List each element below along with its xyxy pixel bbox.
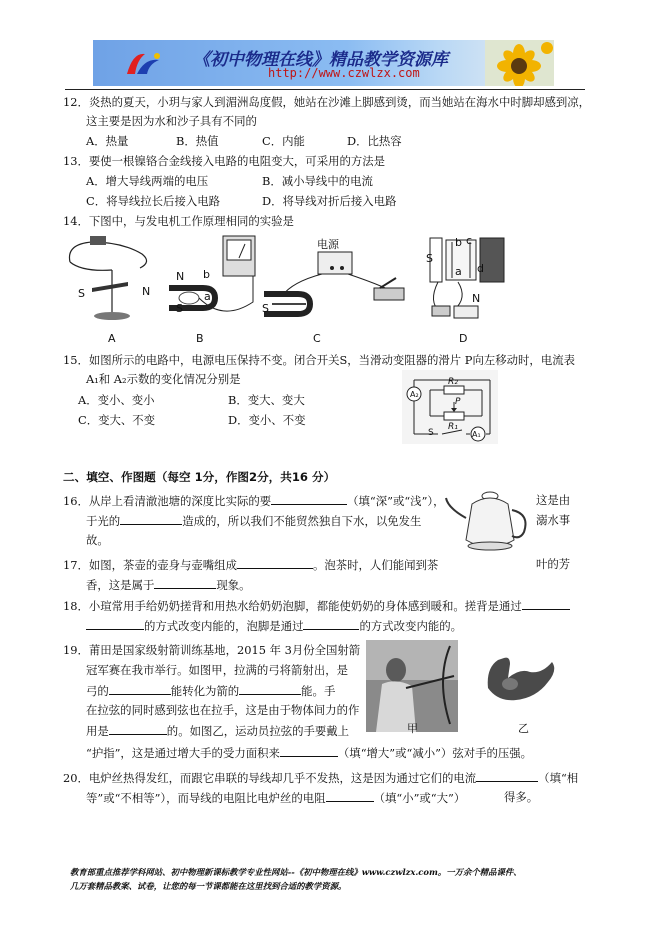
q14-fig-d-d-label: d <box>477 262 484 275</box>
q14-figure-a <box>62 232 162 328</box>
q14-fig-c-power-label: 电源 <box>317 238 339 251</box>
section-2-title: 二、填空、作图题（每空 1分，作图2分，共16 分） <box>63 470 336 484</box>
q19-blank-4[interactable] <box>280 745 338 757</box>
q12-stem-line1: 12．炎热的夏天，小玥与家人到湄洲岛度假，她站在沙滩上脚感到烫，而当她站在海水中时脚却感到凉， <box>63 95 591 109</box>
q19-line5-part2: 的。如图乙，运动员拉弦的手要戴上 <box>166 724 350 738</box>
q20-line1-part1: 20．电炉丝热得发红，而跟它串联的导线却几乎不发热，这是因为通过它们的电流 <box>63 771 477 785</box>
q18-blank-2[interactable] <box>303 618 359 630</box>
footer-line1: 教育部重点推荐学科网站、初中物理新课标教学专业性网站--《初中物理在线》www.czwlzx.com。一万余个精品课件、 <box>70 867 522 877</box>
q19-line6-part1: “护指”，这是通过增大手的受力面积来 <box>86 746 280 760</box>
q14-fig-a-n-label: N <box>142 285 151 298</box>
q19-line2: 冠军赛在我市举行。如图甲，拉满的弓将箭射出，是 <box>86 663 348 677</box>
q17-blank-2[interactable] <box>154 577 216 589</box>
q20-blank-2[interactable] <box>326 790 374 802</box>
q19-photo-yi-label: 乙 <box>518 722 529 735</box>
q19-line3-part3: 能。手 <box>301 684 336 698</box>
q19-line1: 19．莆田是国家级射箭训练基地，2015 年 3月份全国射箭 <box>63 643 361 657</box>
q18-line2-part2: 的方式改变内能的。 <box>359 619 463 633</box>
q20-line2-part1: 等”或“不相等”），而导线的电阻比电炉丝的电阻 <box>86 791 326 805</box>
q13-option-b: B．减小导线中的电流 <box>262 174 373 188</box>
q17-line2-part2: 现象。 <box>216 578 251 592</box>
q20-line2-part2: （填“小”或“大”） <box>373 791 466 805</box>
q16-blank-1[interactable] <box>271 493 347 505</box>
q16-line2-part3: 溺水事 <box>536 513 571 527</box>
q17-line2-part1: 香，这是属于 <box>86 578 155 592</box>
q13-option-c: C．将导线拉长后接入电路 <box>86 194 221 208</box>
q14-fig-d-a-label: a <box>455 265 462 278</box>
q16-line3: 故。 <box>86 533 109 547</box>
q19-line3-part2: 能转化为箭的 <box>170 684 240 698</box>
q17-blank-1[interactable] <box>237 557 313 569</box>
q16-line2-part2: 造成的，所以我们不能贸然独自下水，以免发生 <box>182 514 422 528</box>
site-logo <box>123 48 163 78</box>
q19-blank-1[interactable] <box>109 683 171 695</box>
q15-resistor-r1-label: R₁ <box>448 422 458 432</box>
q12-option-d: D．比热容 <box>347 134 402 148</box>
q14-fig-b-a-label: a <box>204 290 211 303</box>
q14-fig-label-d: D <box>459 332 468 345</box>
q12-option-b: B．热值 <box>176 134 219 148</box>
q14-fig-a-s-label: S <box>78 287 85 300</box>
q15-switch-s-label: S <box>428 428 434 438</box>
q20-line2-part3: 得多。 <box>504 790 539 804</box>
q14-fig-label-c: C <box>313 332 321 345</box>
q17-line1-part1: 17．如图，茶壶的壶身与壶嘴组成 <box>63 558 237 572</box>
q19-line3-part1: 弓的 <box>86 684 109 698</box>
q12-option-c: C．内能 <box>262 134 305 148</box>
q14-fig-d-b-label: b <box>455 236 462 249</box>
sunflower-image <box>485 40 554 86</box>
header-banner <box>93 40 554 86</box>
banner-url: http://www.czwlzx.com <box>268 66 420 80</box>
q15-option-d: D．变小、不变 <box>228 413 306 427</box>
teapot-image <box>444 484 532 556</box>
q16-line1-part1: 16．从岸上看清澈池塘的深度比实际的要 <box>63 494 272 508</box>
q19-line4: 在拉弦的同时感到弦也在拉手，这是由于物体间力的作 <box>86 703 360 717</box>
archer-photo-jia <box>366 640 458 732</box>
q15-ammeter-a1-label: A₁ <box>472 430 481 439</box>
q14-stem: 14．下图中，与发电机工作原理相同的实验是 <box>63 214 294 228</box>
q13-stem: 13．要使一根镍铬合金线接入电路的电阻变大，可采用的方法是 <box>63 154 386 168</box>
q16-line1-part2: （填“深”或“浅”）， <box>347 494 445 508</box>
q14-fig-label-a: A <box>108 332 116 345</box>
q18-blank-1-cont[interactable] <box>86 618 144 630</box>
q18-blank-1[interactable] <box>522 598 570 610</box>
q18-line2-part1: 的方式改变内能的，泡脚是通过 <box>144 619 304 633</box>
q19-photo-jia-label: 甲 <box>407 722 418 735</box>
q19-line6-part2: （填“增大”或“减小”）弦对手的压强。 <box>337 746 533 760</box>
q16-line2-part1: 于光的 <box>86 514 121 528</box>
q14-fig-d-n-label: N <box>472 292 481 305</box>
q15-option-a: A．变小、变小 <box>78 393 155 407</box>
q14-fig-d-c-label: c <box>466 234 473 247</box>
q19-blank-2[interactable] <box>239 683 301 695</box>
q16-blank-2[interactable] <box>120 513 182 525</box>
footer-line2: 几万套精品教案、试卷，让您的每一节课都能在这里找到合适的教学资源。 <box>70 881 347 891</box>
q19-line5-part1: 用是 <box>86 724 109 738</box>
q15-stem-line2: A₁和 A₂示数的变化情况分别是 <box>86 372 241 386</box>
q12-option-a: A．热量 <box>86 134 129 148</box>
q14-fig-label-b: B <box>196 332 204 345</box>
q18-line1: 18．小瑄常用手给奶奶搓背和用热水给奶奶泡脚，都能使奶奶的身体感到暖和。搓背是通过 <box>63 599 522 613</box>
q20-line1-part2: （填“相 <box>538 771 579 785</box>
q15-resistor-r2-label: R₂ <box>448 377 458 387</box>
q13-option-a: A．增大导线两端的电压 <box>86 174 209 188</box>
banner-title: 《初中物理在线》精品教学资源库 <box>193 50 448 70</box>
header-rule <box>65 89 585 90</box>
q19-blank-3[interactable] <box>109 723 167 735</box>
q13-option-d: D．将导线对折后接入电路 <box>262 194 397 208</box>
q15-option-b: B．变大、变大 <box>228 393 305 407</box>
q15-option-c: C．变大、不变 <box>78 413 156 427</box>
q14-fig-b-b-label: b <box>203 268 210 281</box>
q17-line1-part2: 。泡茶时，人们能闻到茶 <box>312 558 439 572</box>
q14-fig-b-n-label: N <box>176 270 185 283</box>
q14-fig-c-s-label: S <box>262 302 269 315</box>
q15-ammeter-a2-label: A₂ <box>410 390 419 399</box>
q14-fig-d-s-label: S <box>426 252 433 265</box>
q17-line1-part3: 叶的芳 <box>536 557 571 571</box>
q16-line1-part3: 这是由 <box>536 493 571 507</box>
q15-stem-line1: 15．如图所示的电路中，电源电压保持不变。闭合开关S，当滑动变阻器的滑片 P向左移动时，电流表 <box>63 353 575 367</box>
q14-fig-b-s-label: S <box>176 302 183 315</box>
q15-slider-p-label: P <box>455 397 461 407</box>
q12-stem-line2: 这主要是因为水和沙子具有不同的 <box>86 114 257 128</box>
finger-guard-photo-yi <box>480 648 560 714</box>
q20-blank-1[interactable] <box>476 770 538 782</box>
